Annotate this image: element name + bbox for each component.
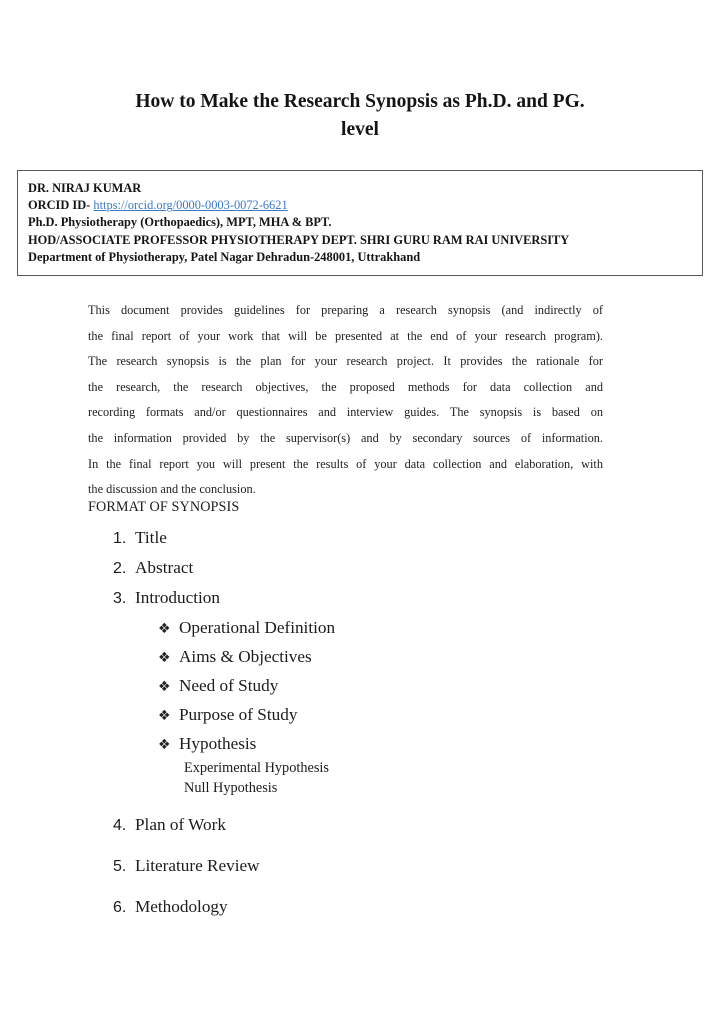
author-position: HOD/ASSOCIATE PROFESSOR PHYSIOTHERAPY DEPT. SHRI GURU RAM RAI UNIVERSITY [28,232,570,247]
subitem-label: Need of Study [179,676,279,695]
list-label: Introduction [135,588,220,607]
subitem-operational-definition [158,618,335,638]
subitem-label: Hypothesis [179,734,257,753]
intro-line: In the final report you will present the results of your data collection and elaboration, with [88,456,603,471]
list-item-title [113,528,167,548]
list-number: 6. [113,899,127,916]
subitem-purpose-of-study [158,705,297,725]
author-qualifications: Ph.D. Physiotherapy (Orthopaedics), MPT, MHA & BPT. [28,215,332,230]
orcid-label: ORCID ID- [28,198,91,213]
hypothesis-null: Null Hypothesis [184,780,278,796]
list-label: Methodology [135,897,228,916]
intro-line: recording formats and/or questionnaires and interview guides. The synopsis is based on [88,405,603,420]
orcid-line [28,197,702,214]
diamond-bullet-icon: ❖ [158,650,171,666]
list-number: 1. [113,530,127,547]
list-item-abstract [113,558,193,578]
document-title [60,88,660,144]
title-line-1: How to Make the Research Synopsis as Ph.D. and PG. [135,91,585,112]
intro-line: The research synopsis is the plan for your research project. It provides the rationale for [88,354,603,369]
list-number: 3. [113,590,127,607]
list-item-plan-of-work [113,815,226,835]
list-item-methodology [113,897,228,917]
author-info-box [17,170,703,276]
diamond-bullet-icon: ❖ [158,708,171,724]
subitem-hypothesis [158,734,256,754]
diamond-bullet-icon: ❖ [158,737,171,753]
author-address: Department of Physiotherapy, Patel Nagar Dehradun-248001, Uttrakhand [28,249,421,264]
list-number: 2. [113,560,127,577]
list-item-literature-review [113,856,260,876]
intro-line: the final report of your work that will be presented at the end of your research program). [88,328,603,343]
title-line-2: level [341,119,379,140]
subitem-need-of-study [158,676,278,696]
subitem-label: Purpose of Study [179,705,298,724]
orcid-link[interactable]: https://orcid.org/0000-0003-0072-6621 [93,198,288,213]
author-name: DR. NIRAJ KUMAR [28,181,142,195]
list-label: Abstract [135,558,194,577]
subitem-aims-objectives [158,647,312,667]
hypothesis-experimental: Experimental Hypothesis [184,760,329,776]
list-label: Title [135,528,167,547]
intro-line: the information provided by the supervisor(s) and by secondary sources of information. [88,430,603,445]
subitem-label: Operational Definition [179,618,336,637]
list-item-introduction [113,588,220,608]
list-label: Literature Review [135,856,260,875]
list-number: 5. [113,858,127,875]
diamond-bullet-icon: ❖ [158,621,171,637]
format-heading: FORMAT OF SYNOPSIS [88,499,240,515]
intro-line: the research, the research objectives, the proposed methods for data collection and [88,379,603,394]
list-number: 4. [113,817,127,834]
intro-paragraph [88,298,603,503]
intro-line: the discussion and the conclusion. [88,482,256,497]
list-label: Plan of Work [135,815,226,834]
intro-line: This document provides guidelines for preparing a research synopsis (and indirectly of [88,303,603,317]
subitem-label: Aims & Objectives [179,647,312,666]
diamond-bullet-icon: ❖ [158,679,171,695]
